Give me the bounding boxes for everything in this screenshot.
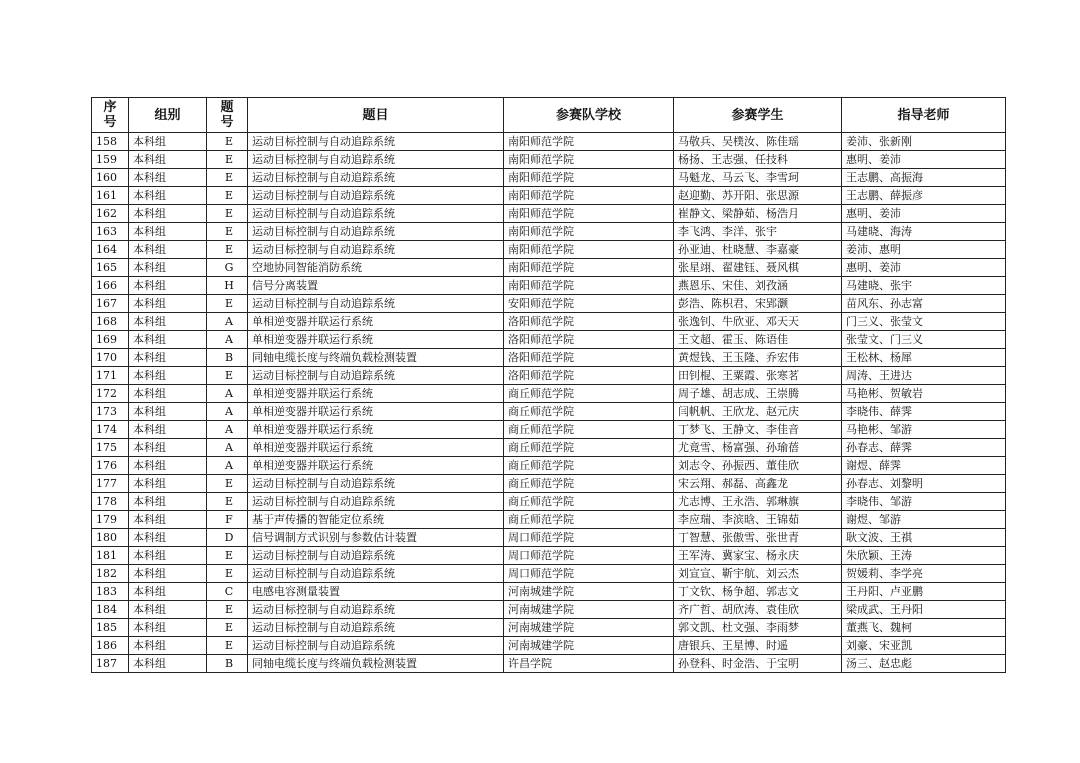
cell-group: 本科组 — [129, 493, 207, 511]
cell-title: 信号调制方式识别与参数估计装置 — [248, 529, 504, 547]
table-row — [92, 133, 1006, 151]
cell-topic-no: E — [207, 565, 248, 583]
award-roster-table — [91, 97, 1006, 673]
cell-topic-no: A — [207, 385, 248, 403]
cell-index: 164 — [92, 241, 129, 259]
cell-group: 本科组 — [129, 439, 207, 457]
cell-students: 尤竟雪、杨富强、孙瑜蓓 — [674, 439, 842, 457]
cell-school: 周口师范学院 — [504, 529, 674, 547]
cell-students: 闫帆帆、王欣龙、赵元庆 — [674, 403, 842, 421]
cell-school: 安阳师范学院 — [504, 295, 674, 313]
cell-advisors: 耿文波、王祺 — [842, 529, 1006, 547]
cell-index: 182 — [92, 565, 129, 583]
table-row — [92, 529, 1006, 547]
cell-index: 178 — [92, 493, 129, 511]
cell-group: 本科组 — [129, 277, 207, 295]
cell-topic-no: E — [207, 187, 248, 205]
cell-school: 洛阳师范学院 — [504, 349, 674, 367]
cell-students: 王军涛、冀家宝、杨永庆 — [674, 547, 842, 565]
cell-index: 183 — [92, 583, 129, 601]
cell-school: 南阳师范学院 — [504, 223, 674, 241]
cell-index: 184 — [92, 601, 129, 619]
cell-advisors: 李晓伟、薛霁 — [842, 403, 1006, 421]
cell-advisors: 张莹文、门三义 — [842, 331, 1006, 349]
cell-title: 同轴电缆长度与终端负载检测装置 — [248, 349, 504, 367]
cell-students: 尤志博、王永浩、郭琳旗 — [674, 493, 842, 511]
table-row — [92, 349, 1006, 367]
cell-topic-no: A — [207, 421, 248, 439]
cell-school: 河南城建学院 — [504, 583, 674, 601]
cell-topic-no: A — [207, 439, 248, 457]
cell-advisors: 马建晓、张宇 — [842, 277, 1006, 295]
cell-title: 信号分离装置 — [248, 277, 504, 295]
table-row — [92, 367, 1006, 385]
cell-topic-no: G — [207, 259, 248, 277]
cell-students: 李应瑞、李滨晗、王锦茹 — [674, 511, 842, 529]
cell-title: 运动目标控制与自动追踪系统 — [248, 475, 504, 493]
cell-topic-no: E — [207, 475, 248, 493]
cell-topic-no: C — [207, 583, 248, 601]
cell-students: 黄煜钱、王玉隆、乔宏伟 — [674, 349, 842, 367]
table-row — [92, 241, 1006, 259]
cell-advisors: 惠明、姜沛 — [842, 205, 1006, 223]
cell-group: 本科组 — [129, 295, 207, 313]
table-row — [92, 151, 1006, 169]
table-row — [92, 601, 1006, 619]
cell-group: 本科组 — [129, 349, 207, 367]
cell-advisors: 刘豪、宋亚凯 — [842, 637, 1006, 655]
table-row — [92, 259, 1006, 277]
cell-advisors: 孙春志、薛霁 — [842, 439, 1006, 457]
cell-advisors: 董燕飞、魏柯 — [842, 619, 1006, 637]
cell-topic-no: D — [207, 529, 248, 547]
cell-topic-no: A — [207, 313, 248, 331]
cell-title: 单相逆变器并联运行系统 — [248, 385, 504, 403]
cell-school: 许昌学院 — [504, 655, 674, 673]
table-row — [92, 583, 1006, 601]
cell-group: 本科组 — [129, 547, 207, 565]
cell-school: 洛阳师范学院 — [504, 367, 674, 385]
cell-group: 本科组 — [129, 259, 207, 277]
cell-advisors: 门三义、张莹文 — [842, 313, 1006, 331]
cell-school: 商丘师范学院 — [504, 439, 674, 457]
cell-index: 160 — [92, 169, 129, 187]
cell-topic-no: E — [207, 601, 248, 619]
cell-school: 南阳师范学院 — [504, 259, 674, 277]
cell-students: 马敬兵、吴樸汝、陈佳瑶 — [674, 133, 842, 151]
cell-index: 170 — [92, 349, 129, 367]
cell-group: 本科组 — [129, 637, 207, 655]
cell-title: 运动目标控制与自动追踪系统 — [248, 223, 504, 241]
cell-index: 162 — [92, 205, 129, 223]
cell-title: 运动目标控制与自动追踪系统 — [248, 619, 504, 637]
cell-group: 本科组 — [129, 331, 207, 349]
cell-advisors: 王志鹏、薛振彦 — [842, 187, 1006, 205]
table-row — [92, 637, 1006, 655]
cell-index: 181 — [92, 547, 129, 565]
cell-topic-no: B — [207, 349, 248, 367]
cell-school: 河南城建学院 — [504, 637, 674, 655]
cell-school: 河南城建学院 — [504, 601, 674, 619]
cell-advisors: 贺媛莉、李学亮 — [842, 565, 1006, 583]
cell-group: 本科组 — [129, 241, 207, 259]
cell-title: 单相逆变器并联运行系统 — [248, 331, 504, 349]
cell-advisors: 王志鹏、高振海 — [842, 169, 1006, 187]
table-row — [92, 493, 1006, 511]
cell-students: 刘志令、孙振西、董佳欣 — [674, 457, 842, 475]
cell-advisors: 惠明、姜沛 — [842, 259, 1006, 277]
cell-index: 177 — [92, 475, 129, 493]
cell-title: 运动目标控制与自动追踪系统 — [248, 151, 504, 169]
cell-index: 169 — [92, 331, 129, 349]
cell-school: 南阳师范学院 — [504, 205, 674, 223]
cell-index: 173 — [92, 403, 129, 421]
cell-title: 运动目标控制与自动追踪系统 — [248, 133, 504, 151]
table-row — [92, 313, 1006, 331]
cell-group: 本科组 — [129, 187, 207, 205]
table-row — [92, 421, 1006, 439]
cell-advisors: 王松林、杨犀 — [842, 349, 1006, 367]
table-row — [92, 295, 1006, 313]
cell-title: 运动目标控制与自动追踪系统 — [248, 493, 504, 511]
cell-group: 本科组 — [129, 601, 207, 619]
cell-topic-no: E — [207, 133, 248, 151]
cell-school: 周口师范学院 — [504, 565, 674, 583]
cell-group: 本科组 — [129, 367, 207, 385]
table-row — [92, 187, 1006, 205]
cell-group: 本科组 — [129, 151, 207, 169]
cell-group: 本科组 — [129, 655, 207, 673]
cell-title: 单相逆变器并联运行系统 — [248, 421, 504, 439]
cell-topic-no: E — [207, 295, 248, 313]
cell-school: 商丘师范学院 — [504, 511, 674, 529]
cell-title: 运动目标控制与自动追踪系统 — [248, 637, 504, 655]
cell-title: 运动目标控制与自动追踪系统 — [248, 187, 504, 205]
cell-advisors: 马建晓、海涛 — [842, 223, 1006, 241]
cell-index: 166 — [92, 277, 129, 295]
cell-index: 158 — [92, 133, 129, 151]
cell-index: 168 — [92, 313, 129, 331]
cell-title: 单相逆变器并联运行系统 — [248, 439, 504, 457]
table-row — [92, 565, 1006, 583]
table-row — [92, 205, 1006, 223]
cell-students: 张逸钊、牛欣亚、邓天天 — [674, 313, 842, 331]
cell-school: 南阳师范学院 — [504, 241, 674, 259]
cell-group: 本科组 — [129, 421, 207, 439]
cell-school: 商丘师范学院 — [504, 493, 674, 511]
cell-students: 杨扬、王志强、任技科 — [674, 151, 842, 169]
cell-topic-no: E — [207, 241, 248, 259]
cell-topic-no: E — [207, 169, 248, 187]
table-row — [92, 457, 1006, 475]
cell-students: 丁智慧、张傲雪、张世青 — [674, 529, 842, 547]
cell-advisors: 姜沛、惠明 — [842, 241, 1006, 259]
cell-students: 李飞鸿、李洋、张宇 — [674, 223, 842, 241]
cell-students: 王文超、霍玉、陈语佳 — [674, 331, 842, 349]
cell-group: 本科组 — [129, 565, 207, 583]
cell-title: 空地协同智能消防系统 — [248, 259, 504, 277]
cell-topic-no: F — [207, 511, 248, 529]
cell-topic-no: A — [207, 331, 248, 349]
cell-topic-no: H — [207, 277, 248, 295]
cell-topic-no: B — [207, 655, 248, 673]
cell-advisors: 谢煜、薛霁 — [842, 457, 1006, 475]
cell-group: 本科组 — [129, 457, 207, 475]
header-index: 序 号 — [92, 98, 129, 133]
cell-title: 运动目标控制与自动追踪系统 — [248, 169, 504, 187]
cell-index: 187 — [92, 655, 129, 673]
cell-group: 本科组 — [129, 205, 207, 223]
cell-advisors: 谢煜、邹游 — [842, 511, 1006, 529]
cell-students: 张星翊、翟建钰、聂风棋 — [674, 259, 842, 277]
cell-students: 丁文钦、杨争超、郭志文 — [674, 583, 842, 601]
cell-title: 单相逆变器并联运行系统 — [248, 313, 504, 331]
cell-title: 单相逆变器并联运行系统 — [248, 457, 504, 475]
cell-index: 180 — [92, 529, 129, 547]
cell-topic-no: E — [207, 223, 248, 241]
cell-school: 南阳师范学院 — [504, 133, 674, 151]
cell-students: 齐广哲、胡欣涛、袁佳欣 — [674, 601, 842, 619]
table-row — [92, 169, 1006, 187]
cell-students: 郭文凯、杜文强、李雨梦 — [674, 619, 842, 637]
table-row — [92, 439, 1006, 457]
header-advisors: 指导老师 — [842, 98, 1006, 133]
cell-school: 商丘师范学院 — [504, 421, 674, 439]
table-row — [92, 223, 1006, 241]
cell-index: 176 — [92, 457, 129, 475]
cell-title: 基于声传播的智能定位系统 — [248, 511, 504, 529]
cell-topic-no: E — [207, 151, 248, 169]
cell-index: 174 — [92, 421, 129, 439]
cell-topic-no: A — [207, 403, 248, 421]
cell-students: 唐银兵、王星博、时遥 — [674, 637, 842, 655]
cell-title: 运动目标控制与自动追踪系统 — [248, 241, 504, 259]
cell-title: 单相逆变器并联运行系统 — [248, 403, 504, 421]
cell-school: 商丘师范学院 — [504, 475, 674, 493]
header-title: 题目 — [248, 98, 504, 133]
cell-students: 田钊棍、王粟霞、张寒茗 — [674, 367, 842, 385]
cell-group: 本科组 — [129, 583, 207, 601]
header-row — [92, 98, 1006, 133]
cell-students: 宋云翔、郝磊、高鑫龙 — [674, 475, 842, 493]
cell-advisors: 周涛、王进达 — [842, 367, 1006, 385]
cell-advisors: 苗风东、孙志富 — [842, 295, 1006, 313]
cell-group: 本科组 — [129, 313, 207, 331]
cell-students: 刘宣宣、靳宇航、刘云杰 — [674, 565, 842, 583]
header-students: 参赛学生 — [674, 98, 842, 133]
cell-advisors: 梁成武、王丹阳 — [842, 601, 1006, 619]
cell-advisors: 马艳彬、邹游 — [842, 421, 1006, 439]
cell-students: 马魁龙、马云飞、李雪珂 — [674, 169, 842, 187]
cell-students: 孙亚迪、杜晓慧、李嘉豪 — [674, 241, 842, 259]
cell-index: 161 — [92, 187, 129, 205]
cell-index: 171 — [92, 367, 129, 385]
table-row — [92, 277, 1006, 295]
cell-index: 167 — [92, 295, 129, 313]
cell-index: 172 — [92, 385, 129, 403]
cell-index: 179 — [92, 511, 129, 529]
header-school: 参赛队学校 — [504, 98, 674, 133]
cell-index: 165 — [92, 259, 129, 277]
cell-school: 南阳师范学院 — [504, 169, 674, 187]
cell-group: 本科组 — [129, 169, 207, 187]
cell-students: 彭浩、陈枳君、宋郢灏 — [674, 295, 842, 313]
cell-school: 周口师范学院 — [504, 547, 674, 565]
table-row — [92, 655, 1006, 673]
cell-topic-no: E — [207, 367, 248, 385]
cell-students: 赵迎勤、苏开阳、张思源 — [674, 187, 842, 205]
cell-school: 商丘师范学院 — [504, 385, 674, 403]
table-row — [92, 511, 1006, 529]
cell-school: 南阳师范学院 — [504, 277, 674, 295]
cell-index: 159 — [92, 151, 129, 169]
header-topic-no: 题 号 — [207, 98, 248, 133]
header-group: 组别 — [129, 98, 207, 133]
cell-students: 周子雄、胡志成、王崇腾 — [674, 385, 842, 403]
cell-title: 运动目标控制与自动追踪系统 — [248, 367, 504, 385]
cell-advisors: 李晓伟、邹游 — [842, 493, 1006, 511]
cell-index: 186 — [92, 637, 129, 655]
cell-title: 电感电容测量装置 — [248, 583, 504, 601]
cell-index: 175 — [92, 439, 129, 457]
cell-advisors: 汤三、赵忠彪 — [842, 655, 1006, 673]
cell-students: 孙登科、时金浩、于宝明 — [674, 655, 842, 673]
cell-group: 本科组 — [129, 511, 207, 529]
table-row — [92, 619, 1006, 637]
table-row — [92, 403, 1006, 421]
cell-index: 185 — [92, 619, 129, 637]
cell-group: 本科组 — [129, 619, 207, 637]
cell-group: 本科组 — [129, 529, 207, 547]
cell-topic-no: E — [207, 547, 248, 565]
cell-advisors: 马艳彬、贺敏岩 — [842, 385, 1006, 403]
cell-title: 运动目标控制与自动追踪系统 — [248, 205, 504, 223]
cell-topic-no: A — [207, 457, 248, 475]
cell-group: 本科组 — [129, 385, 207, 403]
cell-school: 商丘师范学院 — [504, 457, 674, 475]
cell-school: 南阳师范学院 — [504, 151, 674, 169]
cell-topic-no: E — [207, 619, 248, 637]
cell-group: 本科组 — [129, 223, 207, 241]
cell-index: 163 — [92, 223, 129, 241]
cell-advisors: 姜沛、张新刚 — [842, 133, 1006, 151]
table-body — [92, 133, 1006, 673]
table-row — [92, 331, 1006, 349]
cell-group: 本科组 — [129, 133, 207, 151]
cell-school: 河南城建学院 — [504, 619, 674, 637]
table-row — [92, 385, 1006, 403]
cell-title: 运动目标控制与自动追踪系统 — [248, 295, 504, 313]
cell-group: 本科组 — [129, 475, 207, 493]
cell-advisors: 王丹阳、卢亚鹏 — [842, 583, 1006, 601]
cell-advisors: 惠明、姜沛 — [842, 151, 1006, 169]
cell-school: 洛阳师范学院 — [504, 313, 674, 331]
cell-topic-no: E — [207, 205, 248, 223]
table-row — [92, 547, 1006, 565]
cell-school: 洛阳师范学院 — [504, 331, 674, 349]
cell-advisors: 朱欣颖、王涛 — [842, 547, 1006, 565]
cell-school: 南阳师范学院 — [504, 187, 674, 205]
cell-title: 运动目标控制与自动追踪系统 — [248, 547, 504, 565]
table-row — [92, 475, 1006, 493]
cell-topic-no: E — [207, 637, 248, 655]
cell-title: 同轴电缆长度与终端负载检测装置 — [248, 655, 504, 673]
cell-topic-no: E — [207, 493, 248, 511]
cell-school: 商丘师范学院 — [504, 403, 674, 421]
cell-group: 本科组 — [129, 403, 207, 421]
cell-title: 运动目标控制与自动追踪系统 — [248, 565, 504, 583]
cell-students: 丁梦飞、王静文、李佳音 — [674, 421, 842, 439]
cell-students: 崔静文、梁静茹、杨浩月 — [674, 205, 842, 223]
cell-advisors: 孙春志、刘黎明 — [842, 475, 1006, 493]
cell-title: 运动目标控制与自动追踪系统 — [248, 601, 504, 619]
cell-students: 燕恩乐、宋佳、刘孜涵 — [674, 277, 842, 295]
